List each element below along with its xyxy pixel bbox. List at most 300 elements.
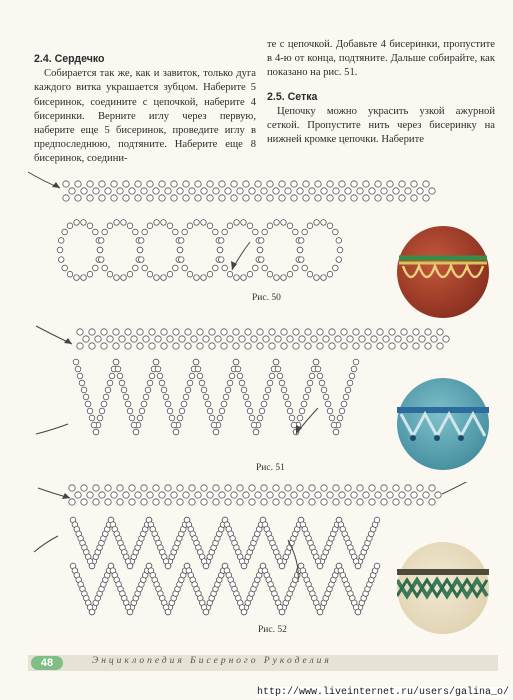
chain-bead [269,329,275,335]
net-bead [117,373,123,379]
loop-bead [178,257,184,263]
chain-bead [443,336,449,342]
chain-bead [387,195,393,201]
net-bead [141,401,147,407]
net-bead [337,415,343,421]
chain-bead [185,329,191,335]
chain-bead [201,499,207,505]
section-paragraph-serdechko: Собирается так же, как и завиток, только дуга каждого витка украшается зубцом. Наберите 5 бисеринок, соедините с цепочкой, наберите 4 бисеринки. Верните иглу через первую, наберите еще 5 бисеринок, проведите иглу в предпоследнюю, подтяните. Наберите еще 8 бисеринок, соедини- [34,68,256,165]
net-bead [317,609,323,615]
chain-bead [425,329,431,335]
loop-bead [327,271,333,277]
chain-bead [381,499,387,505]
net-bead [75,366,81,372]
chain-bead [153,485,159,491]
chain-bead [111,195,117,201]
loop-bead [217,247,223,253]
net-bead [339,408,345,414]
chain-bead [429,499,435,505]
loop-bead [127,223,133,229]
chain-bead [251,336,257,342]
loop-bead [247,271,253,277]
chain-bead [261,485,267,491]
chain-bead [137,343,143,349]
loop-bead [194,220,200,226]
chain-bead [69,485,75,491]
loop-bead [138,238,144,244]
chain-bead [75,181,81,187]
chain-bead [257,343,263,349]
chain-bead [369,188,375,194]
chain-bead [437,343,443,349]
net-bead [123,394,129,400]
net-bead [127,609,133,615]
net-bead [73,359,79,365]
figure-51-caption: Рис. 51 [256,463,285,473]
net-bead [281,387,287,393]
chain-bead [303,181,309,187]
chain-bead [99,181,105,187]
net-bead [267,380,273,386]
chain-bead [183,181,189,187]
loop-bead [154,220,160,226]
chain-bead [183,492,189,498]
loop-bead [262,229,268,235]
chain-bead [399,195,405,201]
net-bead [301,401,307,407]
loop-bead [87,223,93,229]
net-bead [189,373,195,379]
net-bead [297,415,303,421]
page-number-badge: 48 [31,656,63,670]
chain-bead [141,188,147,194]
net-bead [291,422,297,428]
chain-bead [243,181,249,187]
chain-bead [345,485,351,491]
chain-bead [219,492,225,498]
loop-bead [187,223,193,229]
chain-bead [161,343,167,349]
footer-title: Энциклопедия Бисерного Рукоделия [92,656,332,666]
loop-bead [314,275,320,281]
loop-bead [147,271,153,277]
net-bead [263,394,269,400]
chain-bead [431,336,437,342]
net-bead [249,415,255,421]
chain-bead [425,343,431,349]
net-bead [213,429,219,435]
arrow-left-icon [34,536,58,552]
chain-bead [369,499,375,505]
loop-bead [293,229,299,235]
chain-bead [267,181,273,187]
chain-bead [437,329,443,335]
loop-bead [213,265,219,271]
chain-bead [263,336,269,342]
chain-bead [221,343,227,349]
loop-bead [307,271,313,277]
chain-bead [233,343,239,349]
chain-bead [311,336,317,342]
loop-bead [81,275,87,281]
loop-bead [281,275,287,281]
chain-bead [279,181,285,187]
chain-bead [165,188,171,194]
net-bead [353,359,359,365]
loop-bead [154,275,160,281]
chain-bead [177,485,183,491]
chain-bead [429,485,435,491]
net-bead [247,408,253,414]
chain-bead [113,343,119,349]
loop-bead [302,229,308,235]
loop-bead [302,265,308,271]
net-bead [307,380,313,386]
chain-bead [243,492,249,498]
chain-bead [359,336,365,342]
figure-50-caption: Рис. 50 [252,293,281,303]
chain-bead [123,492,129,498]
chain-bead [423,492,429,498]
chain-bead [123,181,129,187]
chain-bead [63,195,69,201]
net-bead [219,408,225,414]
chain-bead [317,343,323,349]
chain-bead [401,329,407,335]
loop-bead [336,238,342,244]
net-bead [119,380,125,386]
loop-bead [87,271,93,277]
chain-bead [399,181,405,187]
chain-bead [117,485,123,491]
chain-bead [227,336,233,342]
chain-bead [173,329,179,335]
net-bead [229,373,235,379]
chain-bead [213,499,219,505]
chain-bead [273,485,279,491]
loop-bead [102,229,108,235]
chain-bead [81,499,87,505]
chain-bead [207,195,213,201]
net-bead [329,415,335,421]
chain-bead [209,329,215,335]
chain-bead [201,485,207,491]
chain-bead [401,343,407,349]
chain-bead [287,336,293,342]
chain-bead [93,485,99,491]
chain-bead [171,492,177,498]
loop-bead [247,223,253,229]
net-bead [211,422,217,428]
net-bead [273,359,279,365]
loop-bead [213,229,219,235]
loop-bead [121,220,127,226]
loop-bead [227,223,233,229]
chain-bead [405,499,411,505]
net-bead [83,394,89,400]
net-bead [103,394,109,400]
fig50-chain [63,181,435,201]
chain-bead [341,343,347,349]
net-bead [233,359,239,365]
chain-bead [377,329,383,335]
chain-bead [435,492,441,498]
loop-bead [333,229,339,235]
bead-photo-blue [397,378,489,470]
chain-bead [189,499,195,505]
chain-bead [129,188,135,194]
chain-bead [231,492,237,498]
chain-bead [113,329,119,335]
chain-bead [387,492,393,498]
net-bead [99,408,105,414]
net-bead [187,380,193,386]
net-bead [209,415,215,421]
net-bead [197,373,203,379]
chain-bead [87,492,93,498]
chain-bead [297,485,303,491]
net-bead [217,415,223,421]
chain-bead [183,195,189,201]
chain-bead [167,336,173,342]
chain-bead [375,181,381,187]
net-bead [93,429,99,435]
net-bead [347,380,353,386]
net-bead [299,408,305,414]
net-bead [145,387,151,393]
section-paragraph-setka: Цепочку можно украсить узкой ажурной сеткой. Пропустите нить через бисеринку на нижней кромке цепочки. Наберите [267,105,495,146]
loop-bead [258,238,264,244]
loop-bead [161,275,167,281]
net-bead [127,408,133,414]
net-bead [203,394,209,400]
chain-bead [375,195,381,201]
net-bead [133,429,139,435]
chain-bead [245,329,251,335]
source-url: http://www.liveinternet.ru/users/galina_o/ [256,687,509,698]
chain-bead [249,485,255,491]
net-bead [177,415,183,421]
net-bead [235,366,241,372]
chain-bead [423,195,429,201]
net-bead [374,517,380,523]
net-bead [245,401,251,407]
loop-bead [222,265,228,271]
loop-bead [67,271,73,277]
chain-bead [137,329,143,335]
chain-bead [255,492,261,498]
net-bead [261,401,267,407]
loop-bead [97,247,103,253]
net-bead [155,366,161,372]
net-bead [331,422,337,428]
chain-bead [393,499,399,505]
net-bead [257,415,263,421]
net-bead [165,609,171,615]
chain-bead [411,195,417,201]
chain-bead [333,485,339,491]
chain-bead [267,492,273,498]
loop-bead [201,220,207,226]
net-bead [285,401,291,407]
net-bead [241,387,247,393]
chain-bead [321,499,327,505]
chain-bead [377,343,383,349]
net-bead [89,415,95,421]
chain-bead [225,499,231,505]
chain-bead [293,329,299,335]
chain-bead [201,188,207,194]
chain-bead [165,499,171,505]
loop-bead [297,247,303,253]
chain-bead [159,181,165,187]
chain-bead [243,195,249,201]
chain-bead [419,336,425,342]
chain-bead [207,492,213,498]
chain-bead [179,336,185,342]
chain-bead [387,181,393,187]
chain-bead [317,329,323,335]
loop-bead [287,223,293,229]
chain-bead [249,499,255,505]
loop-bead [298,257,304,263]
loop-bead [274,275,280,281]
chain-bead [353,343,359,349]
chain-bead [171,195,177,201]
loop-bead [93,265,99,271]
net-bead [341,401,347,407]
chain-bead [363,181,369,187]
chain-bead [219,181,225,187]
chain-bead [279,195,285,201]
net-bead [205,401,211,407]
chain-bead [351,181,357,187]
section-paragraph-continuation: те с цепочкой. Добавьте 4 бисеринки, пропустите в 4-ю от конца, подтяните. Дальше собирайте, как показано на рис. 51. [267,39,495,79]
chain-bead [209,343,215,349]
chain-bead [315,492,321,498]
chain-bead [125,343,131,349]
chain-bead [261,188,267,194]
chain-bead [297,499,303,505]
net-bead [79,380,85,386]
net-bead [241,609,247,615]
loop-bead [81,220,87,226]
chain-bead [63,181,69,187]
net-bead [321,387,327,393]
chain-bead [291,195,297,201]
chain-bead [269,343,275,349]
chain-bead [83,336,89,342]
net-bead [265,387,271,393]
chain-bead [423,181,429,187]
chain-bead [327,492,333,498]
loop-bead [194,275,200,281]
chain-bead [345,499,351,505]
chain-bead [285,188,291,194]
net-bead [113,359,119,365]
chain-bead [399,492,405,498]
net-bead [351,366,357,372]
chain-bead [165,485,171,491]
chain-bead [143,336,149,342]
net-bead [157,373,163,379]
loop-bead [207,271,213,277]
loop-bead [98,238,104,244]
chain-bead [267,195,273,201]
loop-bead [121,275,127,281]
chain-bead [357,485,363,491]
net-bead [171,422,177,428]
chain-bead [351,195,357,201]
net-bead [169,415,175,421]
chain-bead [315,195,321,201]
net-bead [279,563,285,569]
net-bead [309,373,315,379]
figure-52-caption: Рис. 52 [258,625,287,635]
loop-bead [142,229,148,235]
loop-bead [62,229,68,235]
loop-bead [337,247,343,253]
chain-bead [281,329,287,335]
loop-bead [133,265,139,271]
chain-bead [351,492,357,498]
chain-bead [389,329,395,335]
chain-bead [281,343,287,349]
net-bead [259,408,265,414]
loop-bead [321,220,327,226]
loop-bead [298,238,304,244]
loop-bead [253,229,259,235]
net-bead [105,387,111,393]
chain-bead [197,343,203,349]
chain-bead [215,336,221,342]
net-bead [275,366,281,372]
net-bead [161,387,167,393]
chain-bead [321,485,327,491]
chain-bead [119,336,125,342]
net-bead [129,415,135,421]
section-heading-serdechko: 2.4. Сердечко [34,53,105,65]
chain-bead [213,188,219,194]
chain-bead [255,181,261,187]
chain-bead [411,181,417,187]
chain-bead [381,188,387,194]
net-bead [203,609,209,615]
net-bead [121,387,127,393]
loop-bead [107,271,113,277]
chain-bead [153,188,159,194]
loop-bead [167,223,173,229]
net-bead [97,415,103,421]
chain-bead [273,499,279,505]
loop-bead [147,223,153,229]
chain-bead [129,499,135,505]
loop-bead [207,223,213,229]
chain-bead [327,181,333,187]
chain-bead [231,181,237,187]
chain-bead [363,492,369,498]
net-bead [199,380,205,386]
chain-bead [417,485,423,491]
net-bead [227,380,233,386]
chain-bead [405,188,411,194]
net-bead [319,380,325,386]
net-bead [159,380,165,386]
loop-bead [127,271,133,277]
loop-bead [314,220,320,226]
chain-bead [105,188,111,194]
chain-bead [393,188,399,194]
